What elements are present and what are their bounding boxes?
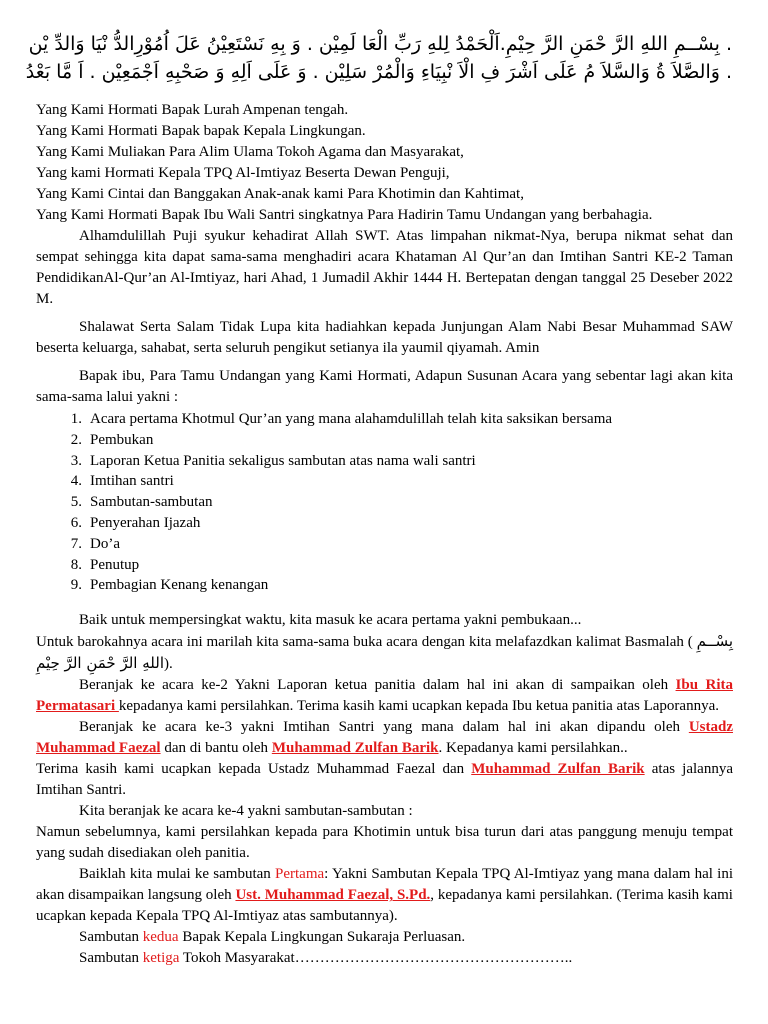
list-label: Penutup <box>90 556 140 573</box>
list-item <box>36 534 733 555</box>
salutation-line: Yang Kami Hormati Bapak bapak Kepala Lingkungan. <box>36 123 366 139</box>
list-label: Imtihan santri <box>90 473 174 490</box>
paragraph-mempersingkat: Baik untuk mempersingkat waktu, kita masuk ke acara pertama yakni pembukaan... <box>79 612 582 629</box>
paragraph-acara-ke-4: Kita beranjak ke acara ke-4 yakni sambutan-sambutan : <box>79 803 413 820</box>
list-label: Pembagian Kenang kenangan <box>90 577 269 594</box>
agenda-list <box>36 409 733 596</box>
ordinal-highlight: Pertama <box>275 866 325 883</box>
speaker-name: Muhammad Zulfan Barik <box>471 761 645 778</box>
paragraph-namun: Namun sebelumnya, kami persilahkan kepada para Khotimin untuk bisa turun dari atas panggung menuju tempat yang sudah disediakan oleh panitia. <box>36 824 733 862</box>
list-number: 2. <box>70 431 82 448</box>
list-label: Do’a <box>90 535 120 552</box>
list-label: Penyerahan Ijazah <box>90 514 201 531</box>
list-number: 6. <box>70 514 82 531</box>
paragraph-sambutan-ketiga: Sambutan ketiga Tokoh Masyarakat……………………………………………….. <box>79 950 573 967</box>
ordinal-highlight: kedua <box>142 929 179 946</box>
list-number: 3. <box>70 452 82 469</box>
list-number: 4. <box>70 473 82 490</box>
speech-body <box>36 100 733 969</box>
paragraph-acara-ke-3: Beranjak ke acara ke-3 yakni Imtihan Santri yang mana dalam hal ini akan dipandu oleh Ustadz Muhammad Faezal dan di bantu oleh Muhammad Zulfan Barik. Kepadanya kami persilahkan.. <box>36 719 733 757</box>
basmalah-arabic: بِسْــمِ اللهِ الرَّ حْمَنِ الرَّ حِيْمِ <box>36 632 733 673</box>
salutation-line: Yang Kami Hormati Bapak Lurah Ampenan tengah. <box>36 102 349 118</box>
paragraph-shalawat: Shalawat Serta Salam Tidak Lupa kita hadiahkan kepada Junjungan Alam Nabi Besar Muhammad SAW beserta keluarga, sahabat, serta seluruh pengikut setianya ila yaumil qiyamah. Amin <box>36 319 733 356</box>
list-number: 7. <box>70 535 82 552</box>
arabic-opening-line-1: . بِسْــمِ اللهِ الرَّ حْمَنِ الرَّ حِيْمِ.اَلْحَمْدُ لِلهِ رَبِّ الْعَا لَمِيْن . وَ بِهِ نَسْتَعِيْنُ عَلَ اُمُوْرِالدُّ نْيَا وَالدِّ يْن <box>28 33 732 55</box>
ordinal-highlight: ketiga <box>142 950 180 967</box>
list-item <box>36 409 733 430</box>
paragraph-sambutan-kedua: Sambutan kedua Bapak Kepala Lingkungan Sukaraja Perluasan. <box>79 929 466 946</box>
list-number: 9. <box>70 577 82 594</box>
list-number: 1. <box>70 411 82 427</box>
speaker-name: Muhammad Zulfan Barik <box>271 740 439 757</box>
salutation-line: Yang kami Hormati Kepala TPQ Al-Imtiyaz Beserta Dewan Penguji, <box>36 165 450 181</box>
list-item <box>36 471 733 492</box>
list-item <box>36 492 733 513</box>
speaker-name: Ustadz Muhammad Faezal <box>36 719 733 757</box>
list-label: Sambutan-sambutan <box>90 494 213 511</box>
speaker-name: Ust. Muhammad Faezal, S.Pd. <box>235 887 431 904</box>
salutation-line: Yang Kami Cintai dan Banggakan Anak-anak kami Para Khotimin dan Kahtimat, <box>36 186 524 202</box>
paragraph-susunan-acara: Bapak ibu, Para Tamu Undangan yang Kami Hormati, Adapun Susunan Acara yang sebentar lagi akan kita sama-sama lalui yakni : <box>36 368 733 405</box>
salutation-line: Yang Kami Hormati Bapak Ibu Wali Santri singkatnya Para Hadirin Tamu Undangan yang berbahagia. <box>36 207 653 223</box>
list-item <box>36 430 733 451</box>
list-item <box>36 451 733 472</box>
paragraph-alhamdulillah: Alhamdulillah Puji syukur kehadirat Allah SWT. Atas limpahan nikmat-Nya, berupa nikmat sehat dan sempat sehingga kita dapat sama-sama menghadiri acara Khataman Al Qur’an dan Imtihan Santri KE-2 Taman PendidikanAl-Qur’an Al-Imtiyaz, hari Ahad, 1 Jumadil Akhir 1444 H. Bertepatan dengan tanggal 25 Deseber 2022 M. <box>36 228 733 307</box>
list-number: 5. <box>70 494 82 511</box>
list-item <box>36 575 733 596</box>
list-label: Acara pertama Khotmul Qur’an yang mana alahamdulillah telah kita saksikan bersama <box>90 411 613 427</box>
list-label: Pembukan <box>90 431 154 448</box>
paragraph-basmalah: Untuk barokahnya acara ini marilah kita sama-sama buka acara dengan kita melafazdkan kalimat Basmalah ( بِسْــمِ اللهِ الرَّ حْمَنِ الرَّ حِيْمِ). <box>36 632 733 673</box>
list-item <box>36 555 733 576</box>
salutation-line: Yang Kami Muliakan Para Alim Ulama Tokoh Agama dan Masyarakat, <box>36 144 464 160</box>
paragraph-sambutan-pertama: Baiklah kita mulai ke sambutan Pertama: Yakni Sambutan Kepala TPQ Al-Imtiyaz yang mana dalam hal ini akan disampaikan langsung oleh Ust. Muhammad Faezal, S.Pd., kepadanya kami persilahkan. (Terima kasih kami ucapkan kepada Kepala TPQ Al-Imtiyaz atas sambutannya). <box>36 866 733 925</box>
paragraph-terima-kasih: Terima kasih kami ucapkan kepada Ustadz Muhammad Faezal dan Muhammad Zulfan Barik atas jalannya Imtihan Santri. <box>36 761 733 799</box>
list-number: 8. <box>70 556 82 573</box>
list-item <box>36 513 733 534</box>
list-label: Laporan Ketua Panitia sekaligus sambutan atas nama wali santri <box>90 452 476 469</box>
speaker-name: Ibu Rita Permatasari <box>36 677 733 715</box>
paragraph-acara-ke-2: Beranjak ke acara ke-2 Yakni Laporan ketua panitia dalam hal ini akan di sampaikan oleh Ibu Rita Permatasari kepadanya kami persilahkan. Terima kasih kami ucapkan kepada Ibu ketua panitia atas Laporannya. <box>36 677 733 715</box>
arabic-opening-line-2: . وَالصَّلاَ ةُ وَالسَّلاَ مُ عَلَى اَشْرَ فِ الْاَ نْبِيَاءِ وَالْمُرْ سَلِيْن . وَ عَلَى اَلِهِ وَ صَحْبِهِ اَجْمَعِيْن . اَ مَّا بَعْدُ <box>25 61 732 83</box>
